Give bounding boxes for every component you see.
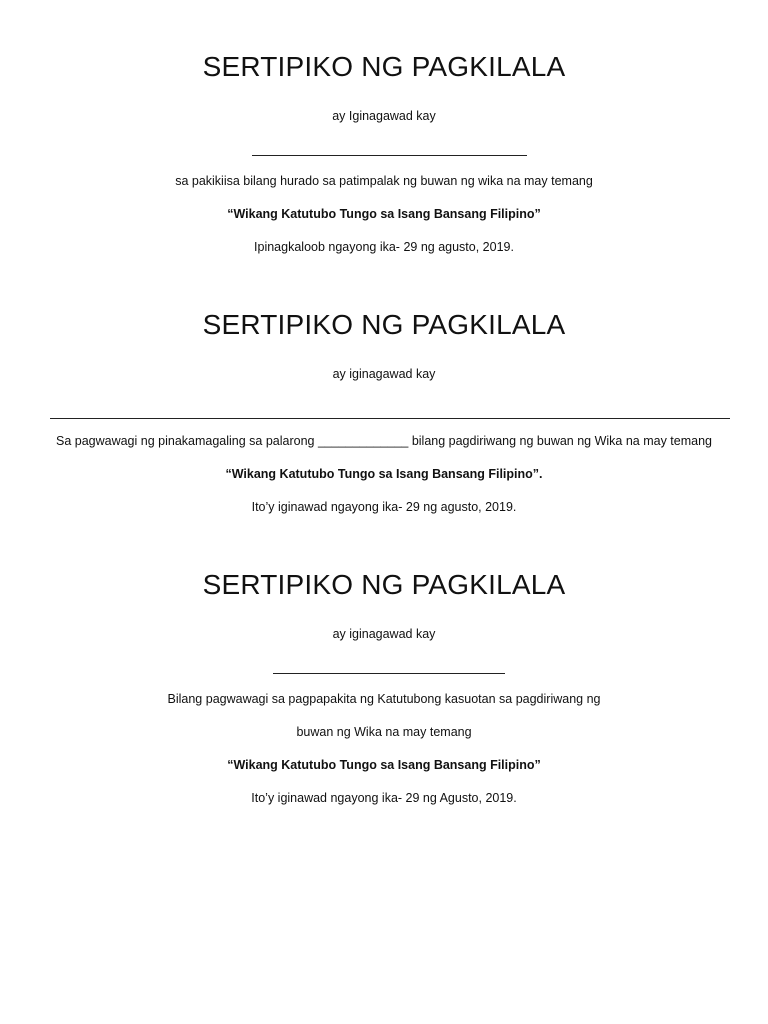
certificate-2-theme: “Wikang Katutubo Tungo sa Isang Bansang Filipino”. [225,467,543,481]
certificate-3-name-blank [273,673,505,674]
certificate-2-reason: Sa pagwawagi ng pinakamagaling sa palarong _____________ bilang pagdiriwang ng buwan ng Wika na may temang [55,434,713,448]
certificate-1-reason: sa pakikiisa bilang hurado sa patimpalak ng buwan ng wika na may temang [175,174,593,188]
certificate-3-title: SERTIPIKO NG PAGKILALA [202,569,566,600]
certificate-2-name-blank [50,418,730,419]
certificate-3-awarded-to: ay iginagawad kay [332,627,436,641]
certificate-1-title: SERTIPIKO NG PAGKILALA [202,51,566,82]
certificate-2-date: Ito’y iginawad ngayong ika- 29 ng agusto, 2019. [251,500,517,514]
certificate-1-date: Ipinagkaloob ngayong ika- 29 ng agusto, 2019. [254,240,514,254]
certificate-3-reason-line-2: buwan ng Wika na may temang [296,725,472,739]
certificate-3-reason-line-1: Bilang pagwawagi sa pagpapakita ng Katutubong kasuotan sa pagdiriwang ng [167,692,601,706]
certificate-1-name-blank [252,155,527,156]
certificate-1-awarded-to: ay Iginagawad kay [332,109,436,123]
certificate-2-awarded-to: ay iginagawad kay [332,367,436,381]
certificate-3-theme: “Wikang Katutubo Tungo sa Isang Bansang Filipino” [227,758,541,772]
certificate-2-title: SERTIPIKO NG PAGKILALA [202,309,566,340]
certificate-3-date: Ito’y iginawad ngayong ika- 29 ng Agusto, 2019. [251,791,517,805]
certificate-1-theme: “Wikang Katutubo Tungo sa Isang Bansang Filipino” [227,207,541,221]
